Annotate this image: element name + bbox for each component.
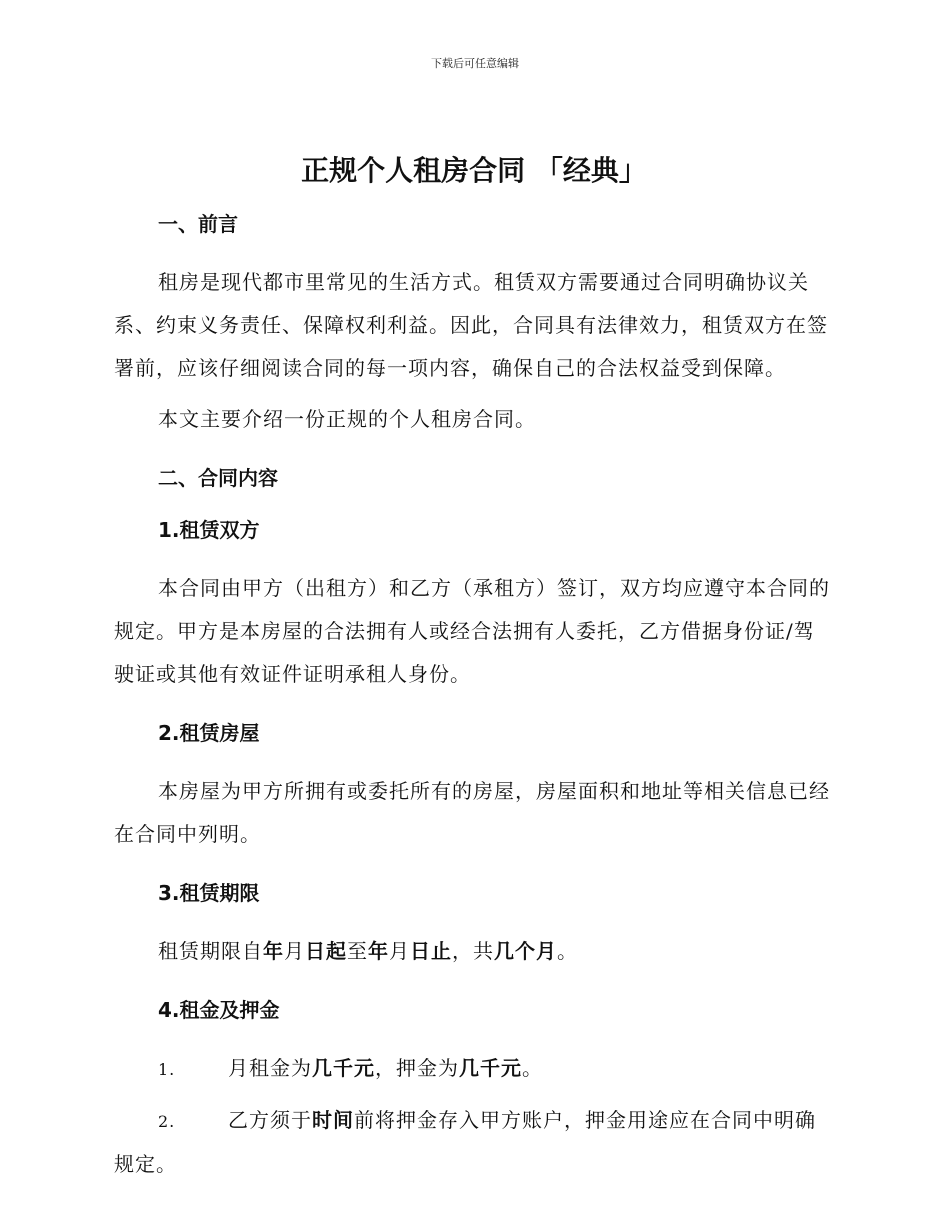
header-note: 下载后可任意编辑 <box>431 57 519 70</box>
text-run: 。 <box>522 1056 543 1080</box>
document-title: 正规个人租房合同 「经典」 <box>301 154 647 187</box>
placeholder-time: 时间 <box>312 1108 354 1132</box>
section-3-heading: 3.租赁期限 <box>158 881 260 905</box>
list-item <box>114 1047 834 1091</box>
preface-paragraph-2: 本文主要介绍一份正规的个人租房合同。 <box>158 407 536 431</box>
text-run: 月租金为 <box>228 1056 312 1080</box>
placeholder-year-end: 年 <box>368 939 389 963</box>
section-1-heading: 1.租赁双方 <box>158 518 260 542</box>
document-body <box>114 145 834 1186</box>
list-item <box>114 1099 834 1186</box>
text-run: 。 <box>557 939 578 963</box>
text-run: ，押金为 <box>375 1056 459 1080</box>
preface-heading: 一、前言 <box>158 212 238 236</box>
placeholder-day-end: 日止 <box>410 939 452 963</box>
text-run: 乙方须于 <box>228 1108 312 1132</box>
preface-paragraph-1: 租房是现代都市里常见的生活方式。租赁双方需要通过合同明确协议关系、约束义务责任、保障权利利益。因此，合同具有法律效力，租赁双方在签署前，应该仔细阅读合同的每一项内容，确保自己的合法权益受到保障。 <box>114 270 828 380</box>
placeholder-day-start: 日起 <box>305 939 347 963</box>
text-run: ，共 <box>452 939 494 963</box>
section-4-heading: 4.租金及押金 <box>158 998 280 1022</box>
section-3-paragraph <box>114 930 834 973</box>
section-2-paragraph: 本房屋为甲方所拥有或委托所有的房屋，房屋面积和地址等相关信息已经在合同中列明。 <box>114 779 830 846</box>
section-2-heading: 2.租赁房屋 <box>158 721 260 745</box>
placeholder-deposit: 几千元 <box>459 1056 522 1080</box>
list-item-number: 2. <box>158 1112 176 1131</box>
section-1-paragraph: 本合同由甲方（出租方）和乙方（承租方）签订，双方均应遵守本合同的规定。甲方是本房屋的合法拥有人或经合法拥有人委托，乙方借据身份证/驾驶证或其他有效证件证明承租人身份。 <box>114 576 830 686</box>
placeholder-year-start: 年 <box>263 939 284 963</box>
list-item-number: 1. <box>158 1060 176 1079</box>
text-run: 租赁期限自 <box>158 939 263 963</box>
placeholder-months: 几个月 <box>494 939 557 963</box>
text-run: 至 <box>347 939 368 963</box>
text-run: 前将押金存入甲方账户，押金用途应在合同中明确规定。 <box>114 1108 816 1176</box>
text-run: 月 <box>284 939 305 963</box>
contract-content-heading: 二、合同内容 <box>158 466 278 490</box>
text-run: 月 <box>389 939 410 963</box>
placeholder-rent: 几千元 <box>312 1056 375 1080</box>
